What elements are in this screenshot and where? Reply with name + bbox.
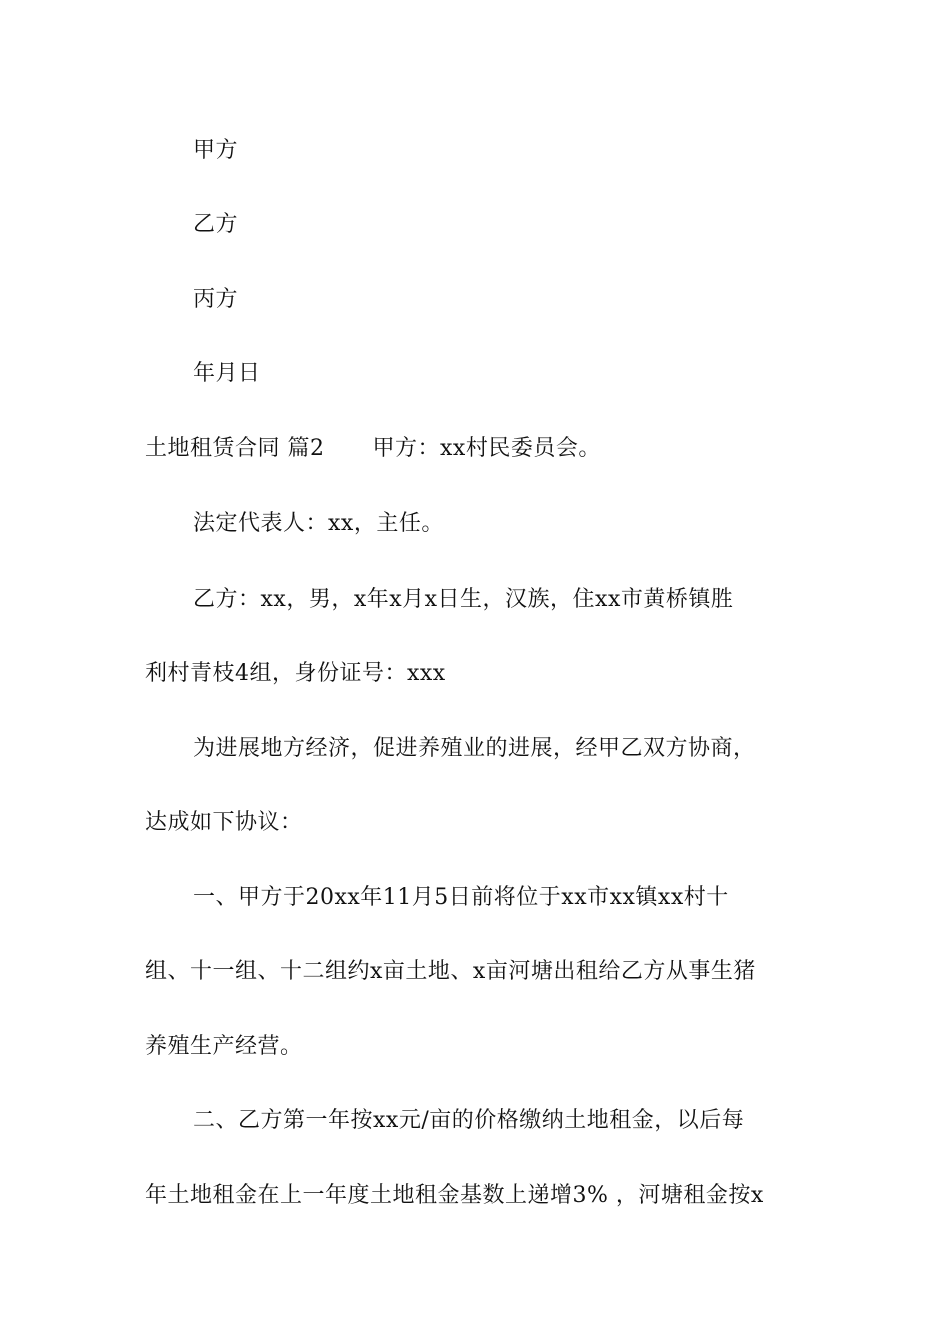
- party-b-line-1: 乙方：xx，男，x年x月x日生，汉族，住xx市黄桥镇胜: [193, 587, 734, 612]
- section-number: 篇2: [287, 436, 325, 461]
- clause-1-line-2: 组、十一组、十二组约x亩土地、x亩河塘出租给乙方从事生猪: [145, 959, 756, 984]
- preamble-line-2: 达成如下协议：: [145, 810, 303, 835]
- signature-party-b: 乙方: [193, 212, 239, 237]
- preamble-line-1: 为进展地方经济，促进养殖业的进展，经甲乙双方协商，: [193, 736, 756, 761]
- legal-representative: 法定代表人：xx，主任。: [193, 511, 444, 536]
- clause-2-line-2: 年土地租金在上一年度土地租金基数上递增3% ，河塘租金按x: [145, 1183, 764, 1208]
- section-party-a: 甲方：xx村民委员会。: [372, 436, 601, 461]
- signature-party-a: 甲方: [193, 138, 239, 163]
- section-heading: [145, 434, 810, 464]
- party-b-line-2: 利村青枝4组，身份证号：xxx: [145, 661, 446, 686]
- clause-1-line-3: 养殖生产经营。: [145, 1034, 303, 1059]
- signature-date: 年月日: [193, 361, 261, 386]
- clause-1-line-1: 一、甲方于20xx年11月5日前将位于xx市xx镇xx村十: [193, 885, 729, 910]
- clause-2-line-1: 二、乙方第一年按xx元/亩的价格缴纳土地租金，以后每: [193, 1108, 745, 1133]
- section-title: 土地租赁合同: [145, 436, 281, 461]
- signature-party-c: 丙方: [193, 287, 239, 312]
